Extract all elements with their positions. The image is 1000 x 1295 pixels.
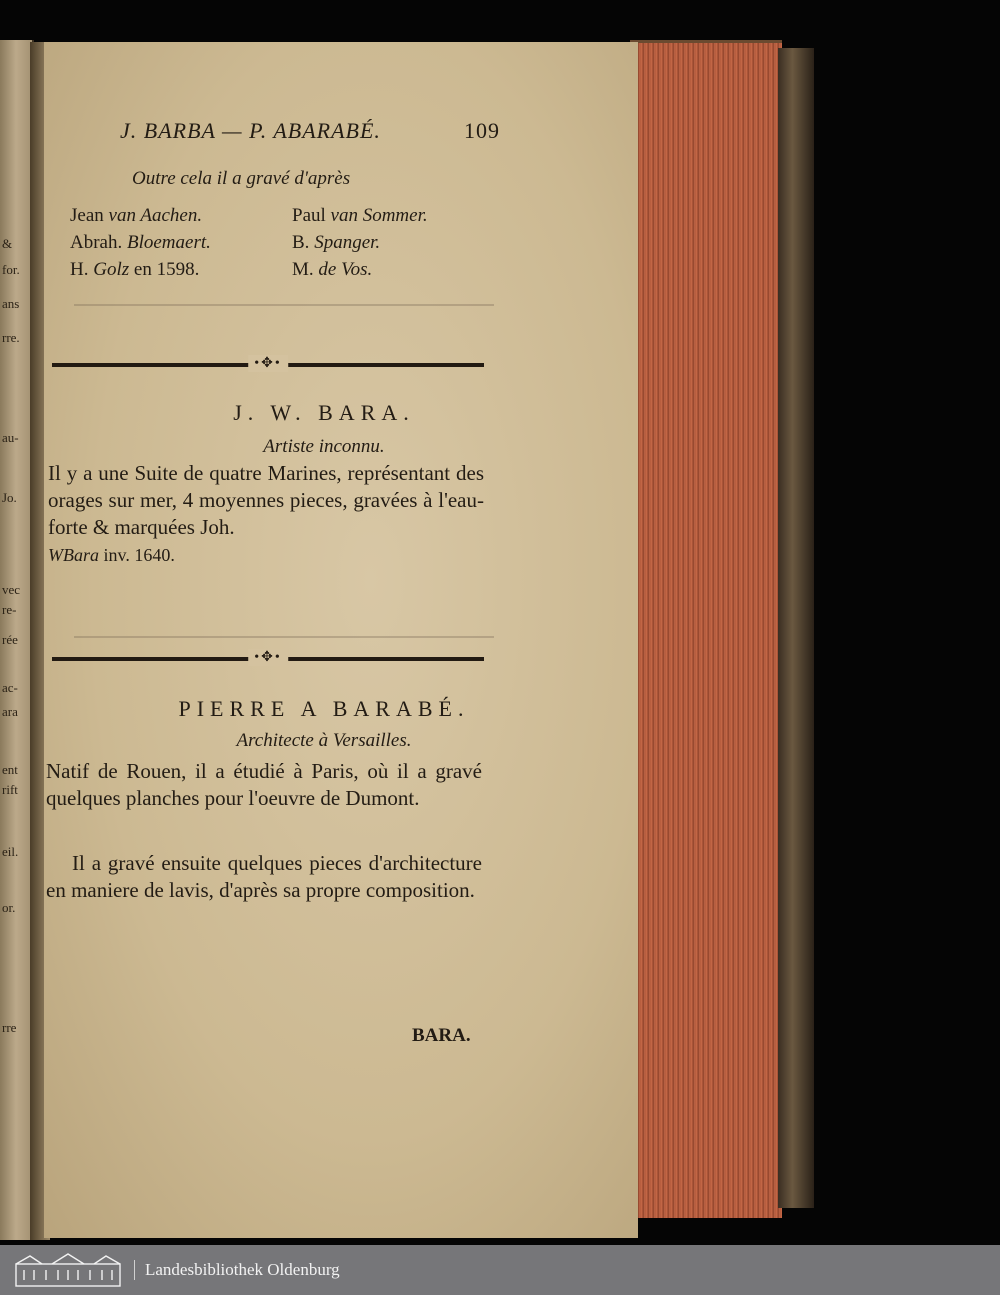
- page-number: 109: [464, 118, 500, 143]
- prev-fragment: &: [2, 236, 13, 251]
- library-building-icon: [12, 1252, 124, 1288]
- prev-fragment: rre.: [2, 330, 20, 345]
- library-name: Landesbibliothek Oldenburg: [134, 1260, 340, 1280]
- book-cover-spine: [778, 48, 814, 1208]
- ornamental-rule: •✥•: [52, 656, 484, 662]
- barabe-paragraph-2: Il a gravé ensuite quelques pieces d'architecture en maniere de lavis, d'après sa propre composition.: [46, 851, 482, 902]
- prev-fragment: au-: [2, 430, 19, 445]
- bara-subtitle: Artiste inconnu.: [263, 436, 385, 457]
- catchword: BARA.: [412, 1025, 471, 1046]
- barabe-paragraph-1: Natif de Rouen, il a étudié à Paris, où il a gravé quelques planches pour l'oeuvre de Dumont.: [46, 759, 482, 810]
- prev-fragment: rre: [2, 1020, 17, 1035]
- footer-bar: [0, 1245, 1000, 1295]
- prev-fragment: re-: [2, 602, 17, 617]
- prev-fragment: or.: [2, 900, 16, 915]
- artist-entry: B. Spanger.: [292, 232, 381, 253]
- prev-fragment: ans: [2, 296, 20, 311]
- prev-fragment: rée: [2, 632, 18, 647]
- artist-entry: M. de Vos.: [292, 259, 373, 280]
- barabe-title: PIERRE A BARABÉ.: [178, 696, 470, 721]
- page-block-edge: [630, 40, 782, 1218]
- artist-entry: Abrah. Bloemaert.: [70, 232, 211, 253]
- barabe-subtitle: Architecte à Versailles.: [236, 730, 412, 751]
- previous-page-edge: [0, 40, 34, 1240]
- artist-entry: Paul van Sommer.: [292, 205, 428, 226]
- bara-paragraph: Il y a une Suite de quatre Marines, représentant des orages sur mer, 4 moyennes pieces, gravées à l'eau-forte & marquées Joh. WBara inv. 1640.: [48, 461, 484, 565]
- artist-column-left: [70, 202, 211, 283]
- running-title: J. BARBA — P. ABARABÉ.: [120, 118, 381, 143]
- artist-column-right: [292, 202, 428, 283]
- artist-entry: H. Golz en 1598.: [70, 259, 200, 280]
- prev-fragment: for.: [2, 262, 20, 277]
- prev-fragment: ara: [2, 704, 18, 719]
- prev-fragment: Jo.: [2, 490, 17, 505]
- artist-entry: Jean van Aachen.: [70, 205, 203, 226]
- ornamental-rule: •✥•: [52, 362, 484, 368]
- prev-fragment: rift: [2, 782, 18, 797]
- engraving-intro: Outre cela il a gravé d'après: [132, 168, 351, 189]
- prev-fragment: eil.: [2, 844, 19, 859]
- running-header: [120, 118, 500, 144]
- show-through-line: [74, 636, 494, 638]
- prev-fragment: ent: [2, 762, 18, 777]
- book-page: [44, 42, 638, 1238]
- prev-fragment: vec: [2, 582, 21, 597]
- prev-fragment: ac-: [2, 680, 18, 695]
- bara-title: J. W. BARA.: [233, 400, 415, 425]
- show-through-line: [74, 304, 494, 306]
